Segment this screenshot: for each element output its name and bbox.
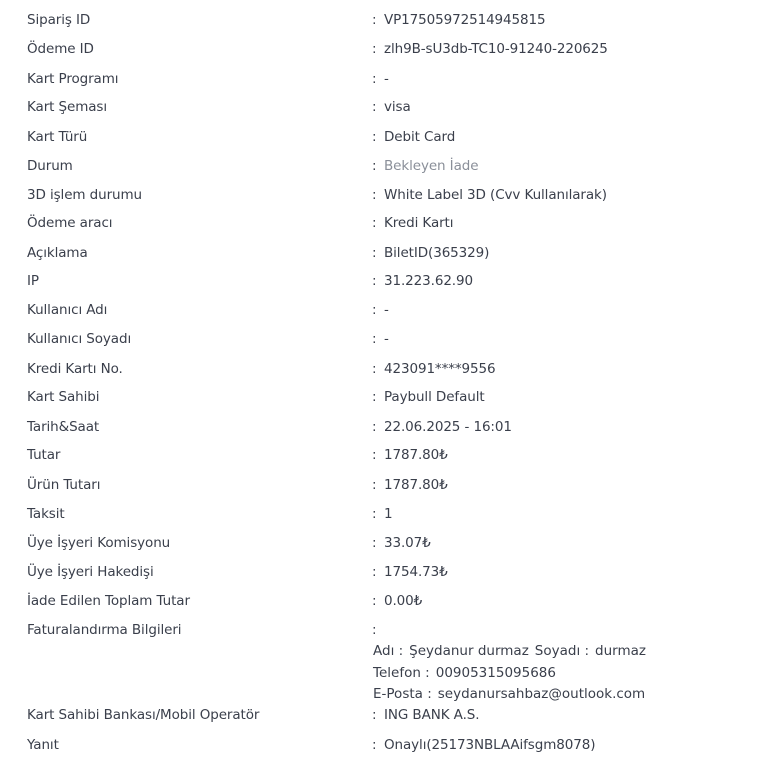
row-value: 423091****9556 <box>384 361 496 377</box>
row-value: 0.00₺ <box>384 593 423 609</box>
row-label: Açıklama <box>27 245 88 261</box>
detail-row-amount <box>0 447 768 469</box>
billing-phone-key: Telefon : <box>373 665 430 681</box>
row-separator: : <box>372 273 377 289</box>
row-label: Sipariş ID <box>27 12 91 28</box>
detail-row-payment-method <box>0 215 768 237</box>
row-value: 1 <box>384 506 393 522</box>
detail-row-installment <box>0 506 768 528</box>
detail-row-card-number <box>0 361 768 383</box>
detail-row-card-bank <box>0 707 768 729</box>
row-value: visa <box>384 99 411 115</box>
row-separator: : <box>372 737 377 753</box>
row-separator: : <box>372 187 377 203</box>
row-label: Kart Sahibi Bankası/Mobil Operatör <box>27 707 260 723</box>
detail-row-user-surname <box>0 331 768 353</box>
row-label: Durum <box>27 158 73 174</box>
detail-row-status <box>0 158 768 180</box>
detail-row-refunded-total <box>0 593 768 615</box>
row-label: Kart Türü <box>27 129 88 145</box>
detail-row-payment-id <box>0 41 768 63</box>
billing-surname-value: durmaz <box>595 643 646 659</box>
row-label: Üye İşyeri Hakedişi <box>27 564 154 580</box>
row-value: 33.07₺ <box>384 535 431 551</box>
row-label: Kullanıcı Adı <box>27 302 108 318</box>
row-separator: : <box>372 506 377 522</box>
row-value: Paybull Default <box>384 389 485 405</box>
detail-row-product-amount <box>0 477 768 499</box>
row-value: 1787.80₺ <box>384 477 448 493</box>
row-value: White Label 3D (Cvv Kullanılarak) <box>384 187 607 203</box>
row-separator: : <box>372 215 377 231</box>
detail-row-card-type <box>0 129 768 151</box>
row-label: Kart Sahibi <box>27 389 100 405</box>
billing-name-value: Şeydanur durmaz <box>409 643 529 659</box>
row-value: ING BANK A.S. <box>384 707 480 723</box>
row-label: Ödeme ID <box>27 41 94 57</box>
detail-row-merchant-commission <box>0 535 768 557</box>
row-label: Yanıt <box>27 737 59 753</box>
row-value: Onaylı(25173NBLAAifsgm8078) <box>384 737 596 753</box>
billing-surname-key: Soyadı : <box>534 643 590 659</box>
detail-row-ip <box>0 273 768 295</box>
detail-row-date-time <box>0 419 768 441</box>
row-label: Üye İşyeri Komisyonu <box>27 535 171 551</box>
row-separator: : <box>372 302 377 318</box>
row-value: 22.06.2025 - 16:01 <box>384 419 512 435</box>
row-value: Debit Card <box>384 129 456 145</box>
row-label: Kart Şeması <box>27 99 108 115</box>
row-separator: : <box>372 331 377 347</box>
row-label: Kullanıcı Soyadı <box>27 331 132 347</box>
row-value: VP17505972514945815 <box>384 12 546 28</box>
row-value: - <box>384 331 389 347</box>
row-separator: : <box>372 535 377 551</box>
row-separator: : <box>372 41 377 57</box>
row-label: Tarih&Saat <box>27 419 100 435</box>
row-separator: : <box>372 593 377 609</box>
detail-row-response <box>0 737 768 759</box>
row-separator: : <box>372 419 377 435</box>
row-label: Ödeme aracı <box>27 215 113 231</box>
row-label: 3D işlem durumu <box>27 187 142 203</box>
row-separator: : <box>372 564 377 580</box>
detail-row-3d-status <box>0 187 768 209</box>
billing-phone-line <box>373 665 562 685</box>
row-label: Taksit <box>27 506 65 522</box>
row-label: Kart Programı <box>27 71 119 87</box>
row-value: - <box>384 302 389 318</box>
detail-row-user-name <box>0 302 768 324</box>
row-label: İade Edilen Toplam Tutar <box>27 593 190 609</box>
row-separator: : <box>372 361 377 377</box>
row-label: Faturalandırma Bilgileri <box>27 622 182 638</box>
row-label: Kredi Kartı No. <box>27 361 123 377</box>
billing-email-line <box>373 686 651 706</box>
row-separator: : <box>372 71 377 87</box>
row-separator: : <box>372 447 377 463</box>
row-value: 1754.73₺ <box>384 564 448 580</box>
row-value: 1787.80₺ <box>384 447 448 463</box>
row-label: Ürün Tutarı <box>27 477 101 493</box>
billing-email-value: seydanursahbaz@outlook.com <box>437 686 646 702</box>
detail-row-merchant-earning <box>0 564 768 586</box>
row-value: zlh9B-sU3db-TC10-91240-220625 <box>384 41 608 57</box>
row-separator: : <box>372 622 377 638</box>
row-value: BiletID(365329) <box>384 245 490 261</box>
detail-row-card-holder <box>0 389 768 411</box>
row-value: Kredi Kartı <box>384 215 454 231</box>
status-value: Bekleyen İade <box>384 158 479 174</box>
row-separator: : <box>372 245 377 261</box>
detail-row-billing-info <box>0 622 768 644</box>
detail-row-order-id <box>0 12 768 34</box>
row-separator: : <box>372 129 377 145</box>
row-value: 31.223.62.90 <box>384 273 473 289</box>
row-label: Tutar <box>27 447 61 463</box>
billing-name-key: Adı : <box>373 643 404 659</box>
row-separator: : <box>372 99 377 115</box>
row-separator: : <box>372 707 377 723</box>
row-label: IP <box>27 273 39 289</box>
detail-row-description <box>0 245 768 267</box>
detail-row-card-scheme <box>0 99 768 121</box>
row-separator: : <box>372 477 377 493</box>
detail-row-card-program <box>0 71 768 93</box>
row-separator: : <box>372 12 377 28</box>
billing-name-line <box>373 643 652 663</box>
row-value: - <box>384 71 389 87</box>
billing-phone-value: 00905315095686 <box>435 665 556 681</box>
row-separator: : <box>372 158 377 174</box>
row-separator: : <box>372 389 377 405</box>
billing-email-key: E-Posta : <box>373 686 432 702</box>
